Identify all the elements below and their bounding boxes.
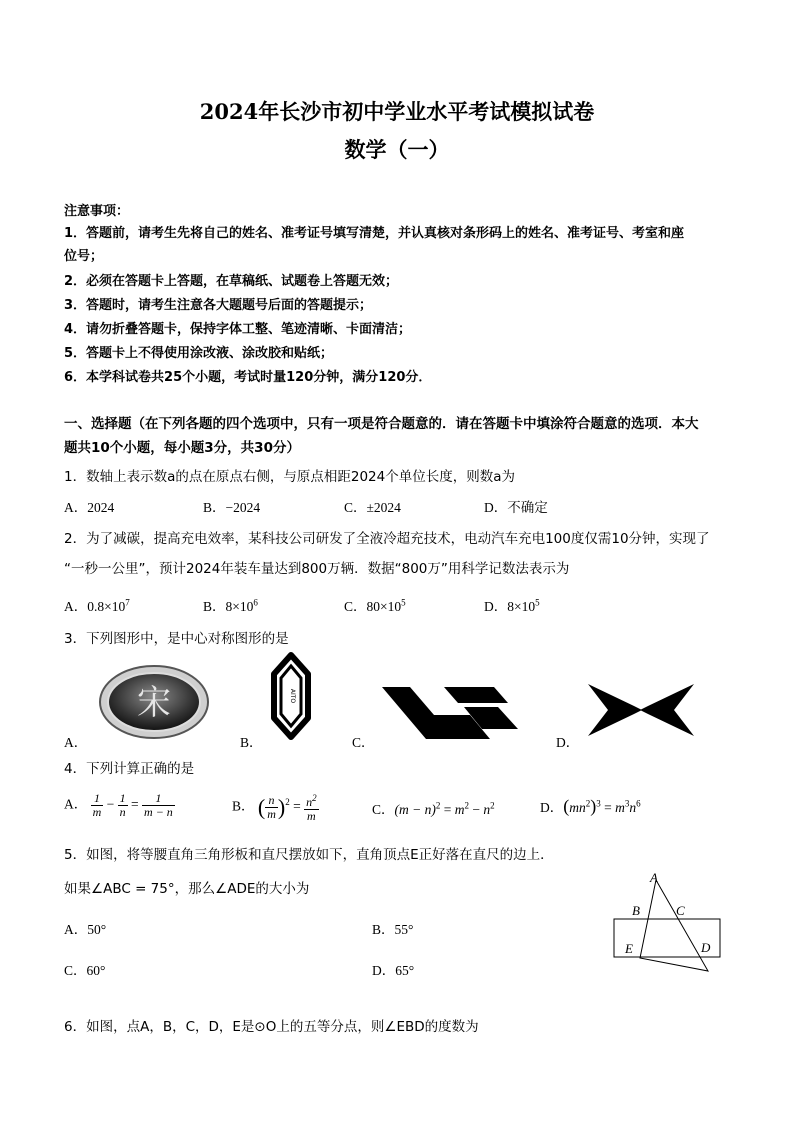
q1-option-d: D．不确定 <box>484 500 548 515</box>
section-heading-line1: 一、选择题（在下列各题的四个选项中，只有一项是符合题意的．请在答题卡中填涂符合题意的选项．本大 <box>64 416 699 432</box>
note-item: 1．答题前，请考生先将自己的姓名、准考证号填写清楚，并认真核对条形码上的姓名、准考证号、考室和座 <box>64 226 685 241</box>
fig-label-c: C <box>676 903 685 918</box>
exam-subtitle: 数学（一） <box>344 137 450 162</box>
section-heading-line2: 题共10个小题，每小题3分，共30分） <box>64 440 300 456</box>
fig-label-a: A <box>650 870 658 885</box>
question-4-text: 4．下列计算正确的是 <box>64 761 195 777</box>
logo-b-aito-icon <box>268 652 314 740</box>
logo-a-song-icon <box>98 664 210 740</box>
q2-option-d: D．$8\times 10^5$ <box>484 597 540 614</box>
note-item: 3．答题时，请考生注意各大题题号后面的答题提示； <box>64 298 373 313</box>
question-5-line2: 如果∠ABC = 75°，那么∠ADE的大小为 <box>64 881 310 897</box>
notes-heading: 注意事项： <box>64 204 130 219</box>
q3-option-a: A． <box>64 735 88 750</box>
q5-triangle-ruler-figure <box>604 868 730 978</box>
q1-option-c: C．±2024 <box>344 500 401 515</box>
q3-option-d: D． <box>556 735 580 750</box>
q4-option-a: A． $\frac{1}{m}$ − $\frac{1}{n}$ = $\frac{1}{m - n}$ <box>64 791 173 819</box>
question-3-text: 3．下列图形中，是中心对称图形的是 <box>64 631 289 647</box>
q2-option-c: C．$80\times 10^5$ <box>344 597 406 614</box>
q3-option-c: C． <box>352 735 375 750</box>
note-item: 4．请勿折叠答题卡，保持字体工整、笔迹清晰、卡面清洁； <box>64 322 412 337</box>
q1-option-b: B．−2024 <box>203 500 261 515</box>
q5-option-a: A．50° <box>64 922 107 937</box>
q5-option-c: C．60° <box>64 963 106 978</box>
question-1-text: 1．数轴上表示数a的点在原点右侧，与原点相距2024个单位长度，则数a为 <box>64 469 515 485</box>
svg-text:AITO: AITO <box>289 688 296 704</box>
fig-label-e: E <box>625 941 633 956</box>
note-item: 2．必须在答题卡上答题，在草稿纸、试题卷上答题无效； <box>64 274 399 289</box>
question-2-line1: 2．为了减碳，提高充电效率，某科技公司研发了全液冷超充技术，电动汽车充电100度仅需10分钟，实现了 <box>64 531 710 547</box>
q2-option-b: B．$8\times 10^6$ <box>203 597 258 614</box>
note-item: 5．答题卡上不得使用涂改液、涂改胶和贴纸； <box>64 346 334 361</box>
exam-title: 2024年长沙市初中学业水平考试模拟试卷 <box>199 99 595 124</box>
q4-option-d: D．$(mn^2)^3 = m^3n^6$ <box>540 796 641 816</box>
question-5-line1: 5．如图，将等腰直角三角形板和直尺摆放如下，直角顶点E正好落在直尺的边上． <box>64 847 554 863</box>
note-item: 6．本学科试卷共25个小题，考试时量120分钟，满分120分． <box>64 370 432 385</box>
q4-option-c: C．$(m - n)^2 = m^2 - n^2$ <box>372 800 495 817</box>
fig-label-b: B <box>632 903 640 918</box>
q4-option-b: B． ( $\frac{n}{m}$ )$^2$ = $\frac{n^2}{m}$ <box>232 793 317 823</box>
q3-option-b: B． <box>240 735 263 750</box>
q2-option-a: A．$0.8\times 10^7$ <box>64 597 130 614</box>
q5-option-d: D．65° <box>372 963 415 978</box>
note-item: 位号； <box>64 249 104 264</box>
q1-option-a: A．2024 <box>64 500 115 515</box>
question-2-line2: “一秒一公里”，预计2024年装车量达到800万辆．数据“800万”用科学记数法表示为 <box>64 561 570 577</box>
question-6-text: 6．如图，点A，B，C，D，E是⊙O上的五等分点，则∠EBD的度数为 <box>64 1019 479 1035</box>
svg-text:宋: 宋 <box>137 683 171 723</box>
fig-label-d: D <box>701 940 711 955</box>
logo-d-x-icon <box>586 682 696 738</box>
q5-option-b: B．55° <box>372 922 414 937</box>
logo-c-li-icon <box>382 685 518 741</box>
